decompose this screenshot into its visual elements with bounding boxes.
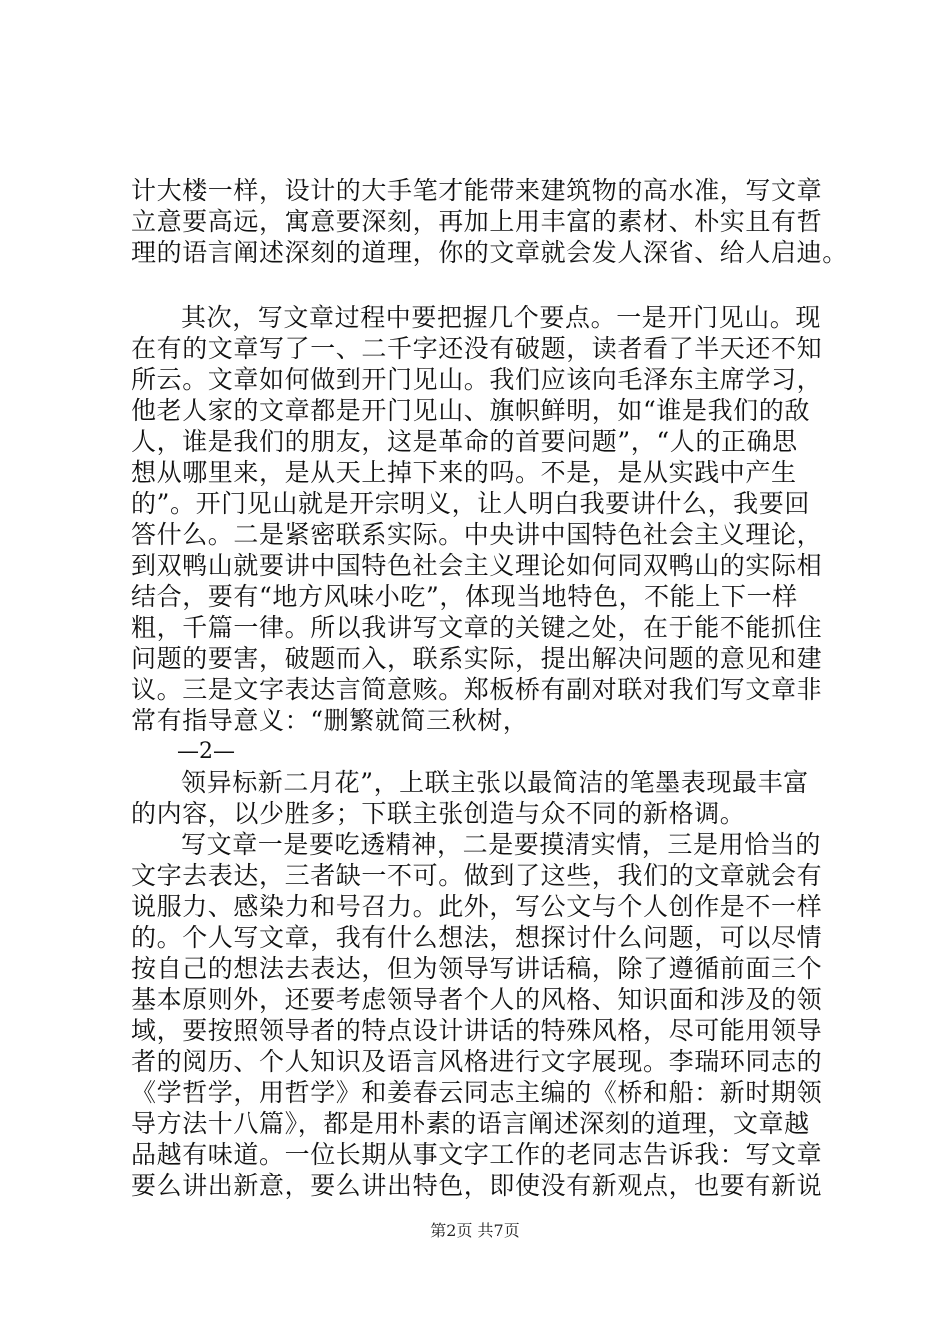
paragraph-couplet: [131, 767, 831, 829]
text-line: 计大楼一样，设计的大手笔才能带来建筑物的高水准，写文章: [131, 176, 823, 205]
inline-page-marker: —2—: [177, 739, 235, 764]
text-line: 所云。文章如何做到开门见山。我们应该向毛泽东主席学习，: [131, 365, 823, 394]
text-line: 粗，千篇一律。所以我讲写文章的关键之处，在于能不能抓住: [131, 613, 823, 642]
text-line: 的”。开门见山就是开宗明义，让人明白我要讲什么，我要回: [131, 489, 810, 518]
document-body: [131, 175, 848, 1201]
text-line: 到双鸭山就要讲中国特色社会主义理论如何同双鸭山的实际相: [131, 551, 823, 580]
text-line: 理的语言阐述深刻的道理，你的文章就会发人深省、给人启迪。: [131, 238, 848, 267]
text-line: 在有的文章写了一、二千字还没有破题，读者看了半天还不知: [131, 334, 823, 363]
text-line: 人，谁是我们的朋友，这是革命的首要问题”，“人的正确思: [131, 427, 798, 456]
text-line: 文字去表达，三者缺一不可。做到了这些，我们的文章就会有: [131, 861, 823, 890]
paragraph-continuation: [131, 175, 848, 268]
text-line: 结合，要有“地方风味小吃”，体现当地特色，不能上下一样: [131, 582, 798, 611]
paragraph-writing-principles: [131, 829, 831, 1201]
paragraph-key-points: [131, 302, 831, 736]
text-line: 领异标新二月花”，上联主张以最简洁的笔墨表现最丰富: [181, 768, 809, 797]
text-line: 常有指导意义：“删繁就简三秋树，: [131, 706, 529, 735]
text-line: 其次，写文章过程中要把握几个要点。一是开门见山。现: [181, 303, 822, 332]
text-line: 写文章一是要吃透精神，二是要摸清实情，三是用恰当的: [181, 830, 822, 859]
text-line: 议。三是文字表达言简意赅。郑板桥有副对联对我们写文章非: [131, 675, 823, 704]
text-line: 要么讲出新意，要么讲出特色，即使没有新观点，也要有新说: [131, 1171, 823, 1200]
text-line: 导方法十八篇》，都是用朴素的语言阐述深刻的道理，文章越: [131, 1109, 810, 1138]
text-line: 《学哲学，用哲学》和姜春云同志主编的《桥和船：新时期领: [131, 1078, 823, 1107]
text-line: 域，要按照领导者的特点设计讲话的特殊风格，尽可能用领导: [131, 1016, 823, 1045]
text-line: 想从哪里来，是从天上掉下来的吗。不是，是从实践中产生: [131, 458, 797, 487]
text-line: 者的阅历、个人知识及语言风格进行文字展现。李瑞环同志的: [131, 1047, 823, 1076]
text-line: 立意要高远，寓意要深刻，再加上用丰富的素材、朴实且有哲: [131, 207, 823, 236]
text-line: 答什么。二是紧密联系实际。中央讲中国特色社会主义理论，: [131, 520, 823, 549]
text-line: 的内容，以少胜多；下联主张创造与众不同的新格调。: [131, 799, 746, 828]
paragraph-gap: [131, 268, 831, 302]
page-footer: 第2页 共7页: [430, 1221, 520, 1240]
text-line: 按自己的想法去表达，但为领导写讲话稿，除了遵循前面三个: [131, 954, 823, 983]
text-line: 品越有味道。一位长期从事文字工作的老同志告诉我：写文章: [131, 1140, 823, 1169]
text-line: 的。个人写文章，我有什么想法，想探讨什么问题，可以尽情: [131, 923, 823, 952]
text-line: 问题的要害，破题而入，联系实际，提出解决问题的意见和建: [131, 644, 823, 673]
text-line: 说服力、感染力和号召力。此外，写公文与个人创作是不一样: [131, 892, 823, 921]
text-line: 他老人家的文章都是开门见山、旗帜鲜明，如“谁是我们的敌: [131, 396, 810, 425]
text-line: 基本原则外，还要考虑领导者个人的风格、知识面和涉及的领: [131, 985, 823, 1014]
